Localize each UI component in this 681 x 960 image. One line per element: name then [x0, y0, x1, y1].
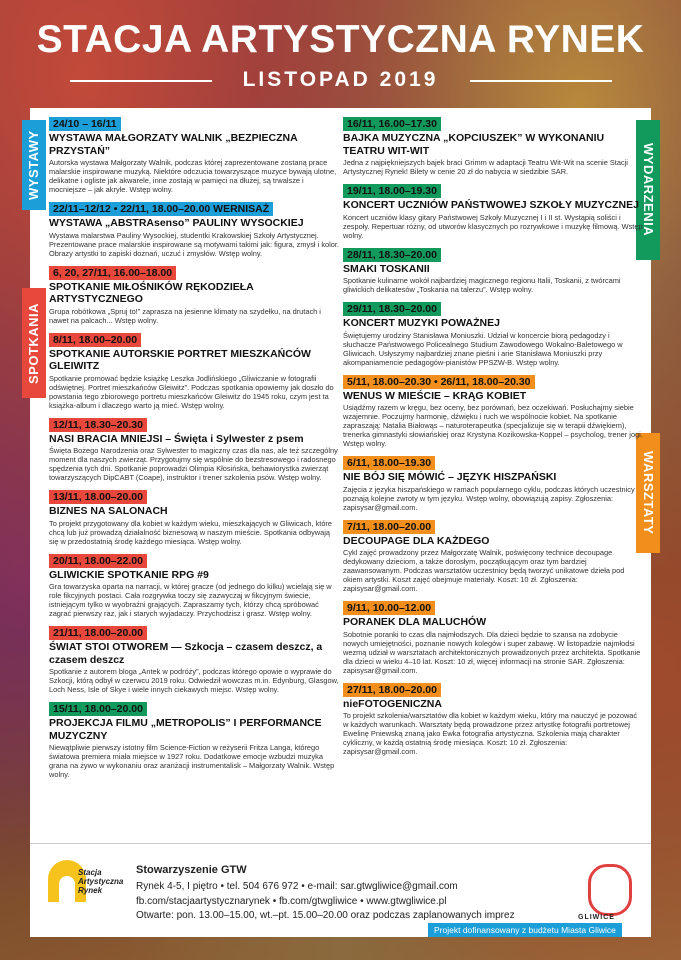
- event-title: WYSTAWA „ABSTRAsenso” PAULINY WYSOCKIEJ: [49, 217, 304, 229]
- event-item: [49, 263, 339, 325]
- event-date: 6/11, 18.00–19.30: [343, 456, 435, 470]
- event-title: BAJKA MUZYCZNA „KOPCIUSZEK” W WYKONANIU TEATRU WIT-WIT: [343, 132, 605, 157]
- event-date: 19/11, 18.00–19.30: [343, 184, 441, 198]
- event-desc: Gra towarzyska oparta na narracji, w której gracze (od jednego do kilku) wcielają się w role fikcyjnych postaci. Cała rozgrywka toczy się zazwyczaj w fikcyjnym świecie, istniejącym tylko w wyobraźni grających. Zapraszamy tych, którzy chcą spróbować zagrać pierwszy raz, jak i starych wyjadaczy. Przychodzisz i grasz. Wstęp wolny.: [49, 582, 332, 618]
- event-item: [49, 551, 339, 619]
- event-date: 5/11, 18.00–20.30 • 26/11, 18.00–20.30: [343, 375, 535, 389]
- page-subtitle: LISTOPAD 2019: [242, 68, 439, 91]
- event-item: [49, 330, 339, 410]
- event-desc: Usiądźmy razem w kręgu, bez oceny, bez porównań, bez oczekiwań. Posłuchajmy siebie wzajemnie. Poczujmy harmonię, dźwięku i ruch we wspólnocie kobiet. Na spotkanie zapraszają: Natalia Białowąs – naturoterapeutka (specjalizuje się w terapii dźwiękiem), trenerka gimnastyki słowiańskiej oraz Krystyna Kozikowska-Koppel – psycholog, trener jogi. Wstęp wolny.: [343, 403, 643, 448]
- event-title: WYSTAWA MAŁGORZATY WALNIK „BEZPIECZNA PRZYSTAŃ”: [49, 132, 298, 157]
- tag-wydarzenia: WYDARZENIA: [636, 120, 660, 260]
- event-date: 28/11, 18.30–20.00: [343, 248, 441, 262]
- event-date: 8/11, 18.00–20.00: [49, 333, 141, 347]
- tag-wystawy: WYSTAWY: [22, 120, 46, 210]
- event-desc: To projekt przygotowany dla kobiet w każdym wieku, mieszkających w Gliwicach, które chcą lub już prowadzą działalność biznesową w naszym mieście. Spotkania odbywają się w przedostatnią środę każdego miesiąca. Wstęp wolny.: [49, 518, 333, 546]
- right-column: [343, 114, 643, 761]
- event-date: 9/11, 10.00–12.00: [343, 601, 435, 615]
- event-desc: Cykl zajęć prowadzony przez Małgorzatę Walnik, poświęcony technice decoupage dedykowany dzieciom, a także dorosłym, początkującym oraz tym bardziej zaawansowanym. Podczas warsztatów uczestnicy będą tworzyć unikatowe dzieła pod okiem artystki. Koszt zajęć obejmuje materiały. Koszt: 10 zł. Zgłoszenia: zapisysar@gmail.com.: [343, 548, 625, 593]
- event-desc: Autorska wystawa Małgorzaty Walnik, podczas której zaprezentowane zostaną prace malarskie inspirowane muzyką. Niektóre odczucia towarzyszące muzyce bywają ulotne, delikatne i ogliste jak akwarele, inne zostają w pamięci na dłużej, są trwalsze i mocniejsze – jak akryle. Wstęp wolny.: [49, 158, 337, 194]
- event-title: ŚWIAT STOI OTWOREM — Szkocja – czasem deszcz, a czasem deszcz: [49, 641, 323, 666]
- event-item: [343, 517, 643, 594]
- event-desc: Święta Bożego Narodzenia oraz Sylwester to magiczny czas dla nas, ale też szczególny moment dla naszych zwierząt. Przygotujmy się wspólnie do bezstresowego i radosnego spędzenia tych dni. Spotkanie poprowadzi Olimpia Kłosińska, behawiorystka zwierząt towarzyszących DipCABT (Coape), instruktor i trener szkolenia psów. Wstęp wolny.: [49, 446, 338, 482]
- event-item: [343, 299, 643, 367]
- event-date: 22/11–12/12 • 22/11, 18.00–20.00 WERNISAŻ: [49, 202, 273, 216]
- event-title: SPOTKANIE AUTORSKIE PORTRET MIESZKAŃCÓW GLEIWITZ: [49, 347, 311, 372]
- event-desc: Świętujemy urodziny Stanisława Moniuszki. Udział w koncercie biorą pedagodzy i słuchacze Państwowego Policealnego Studium Zawodowego Wokalno-Baletowego w Gliwicach. Usłyszymy najbardziej znane pieśni i arie Stanisława Moniuszki przy akompaniamencie pedagogów-pianistów PPSZW-B. Wstęp wolny.: [343, 330, 623, 367]
- event-title: SPOTKANIE MIŁOŚNIKÓW RĘKODZIEŁA ARTYSTYCZNEGO: [49, 280, 254, 305]
- event-title: WENUS W MIEŚCIE – KRĄG KOBIET: [343, 389, 527, 402]
- event-desc: Grupa robótkowa „Spruj to!” zaprasza na jesienne klimaty na szydełku, na drutach i nawet na palcach... Wstęp wolny.: [49, 306, 321, 325]
- event-title: PROJEKCJA FILMU „METROPOLIS” I PERFORMANCE MUZYCZNY: [49, 717, 322, 742]
- event-desc: Spotkanie promować będzie książkę Leszka Jodlińskiego „Gliwiczanie w fotografii odświętnej. Portret mieszkańców Gleiwitz”. Podczas spotkania opowiemy jak doszło do powstania tego zbiorowego portretu mieszkańców Gleiwitz do 1945 roku, czym jest ta książka-album i dlaczego warto ją mieć. Wstęp wolny.: [49, 373, 334, 410]
- event-desc: Jedna z najpiękniejszych bajek braci Grimm w adaptacji Teatru Wit-Wit na scenie Stacji Artystycznej Rynek! Bilety w cenie 20 zł do nabycia w siedzibie SAR.: [343, 158, 628, 176]
- event-item: [343, 453, 643, 512]
- org-name: Stowarzyszenie GTW: [136, 864, 247, 876]
- event-date: 15/11, 18.00–20.00: [49, 702, 147, 716]
- tag-spotkania: SPOTKANIA: [22, 288, 46, 398]
- event-desc: Spotkanie kulinarne wokół najbardziej magicznego regionu Italii, Toskanii, z twórcami gliwickich delikatesów „Toskania na talerzu”. Wstęp wolny.: [343, 276, 621, 294]
- event-date: 6, 20, 27/11, 16.00–18.00: [49, 266, 176, 280]
- event-item: [343, 245, 643, 295]
- event-title: KONCERT MUZYKI POWAŻNEJ: [343, 317, 500, 329]
- event-date: 13/11, 18.00–20.00: [49, 490, 147, 504]
- event-title: GLIWICKIE SPOTKANIE RPG #9: [49, 568, 209, 581]
- event-item: [343, 372, 643, 449]
- event-desc: Sobotnie poranki to czas dla najmłodszych. Dla dzieci będzie to szansa na zdobycie nowych umiejętności, poznanie nowych kolegów i super zabawę. W listopadzie najmłodsi wezmą udział w warsztatach architektonicznych prowadzonych przez architekta. Spotkanie dla dzieci w wieku 4–10 lat. Koszt: 10 zł, więcej informacji na stronie SAR. Zgłoszenia: zapisysar@gmail.com.: [343, 629, 641, 675]
- event-date: 16/11, 16.00–17.30: [343, 117, 441, 131]
- event-title: BIZNES NA SALONACH: [49, 505, 168, 517]
- logo-text: Stacja Artystyczna Rynek: [78, 868, 124, 895]
- event-title: SMAKI TOSKANII: [343, 262, 430, 275]
- city-crest-icon: [588, 864, 632, 916]
- event-title: nieFOTOGENICZNA: [343, 697, 442, 710]
- program-panel: [26, 108, 656, 843]
- event-item: [49, 487, 339, 546]
- event-item: [49, 199, 339, 258]
- event-desc: Wystawa malarstwa Pauliny Wysockiej, studentki Krakowskiej Szkoły Artystycznej. Prezentowane prace malarskie inspirowane są motywami takimi jak: figura, zmysł i kolor. Obrazy artystki to zapiski doznań, uczuć i zmysłów. Wstęp wolny.: [49, 230, 339, 258]
- page-title: STACJA ARTYSTYCZNA RYNEK: [36, 18, 645, 61]
- event-title: KONCERT UCZNIÓW PAŃSTWOWEJ SZKOŁY MUZYCZNEJ: [343, 199, 639, 211]
- event-desc: To projekt szkolenia/warsztatów dla kobiet w każdym wieku, który ma nauczyć je pozować w każdych warunkach. Warsztaty będą prowadzone przez artystkę fotografii portretowej Ewelinę Pniewską znaną jako Ewka fotografia artystyczna. Szkolenia mają charakter cykliczny, w każdą ostatnią środę miesiąca. Koszt: 10 zł. Zgłoszenia: zapisysar@gmail.com.: [343, 711, 638, 756]
- hours-line: Otwarte: pon. 13.00–15.00, wt.–pt. 15.00–20.00 oraz podczas zaplanowanych imprez: [136, 910, 515, 921]
- event-date: 21/11, 18.00–20.00: [49, 626, 147, 640]
- event-date: 27/11, 18.00–20.00: [343, 683, 441, 697]
- event-title: DECOUPAGE DLA KAŻDEGO: [343, 534, 490, 547]
- left-column: [49, 114, 339, 784]
- divider-right: [470, 80, 612, 82]
- event-date: 24/10 – 16/11: [49, 117, 121, 131]
- footer: [30, 843, 651, 937]
- city-name: GLIWICE: [578, 914, 615, 921]
- links-line[interactable]: fb.com/stacjaartystycznarynek • fb.com/gtwgliwice • www.gtwgliwice.pl: [136, 896, 447, 907]
- event-desc: Spotkanie z autorem bloga „Antek w podróży”, podczas którego opowie o wyprawie do Szkocji, którą odbył w czerwcu 2019 roku. Odwiedził wowczas m.in. Edynburg, Glasgow, Loch Ness, Isle of Skye i wiele innych ciekawych miejsc. Wstęp wolny.: [49, 667, 339, 694]
- event-desc: Zajęcia z języka hiszpańskiego w ramach popularnego cyklu, podczas których uczestnicy poznają kolejne zwroty w tym języku. Wstęp wolny, obowiązują zapisy. Zgłoszenia: zapisysar@gmail.com.: [343, 484, 635, 512]
- event-date: 12/11, 18.30–20.30: [49, 418, 147, 432]
- event-desc: Niewątpliwie pierwszy istotny film Science-Fiction w reżyserii Fritza Langa, którego światowa premiera miała miejsce w 1927 roku. Dodatkowe emocje wzbudzi muzyka grana na żywo w wykonaniu oraz aranżacji instrumentalisk – Małgorzaty Walnik. Wstęp wolny.: [49, 743, 335, 779]
- funding-badge: Projekt dofinansowany z budżetu Miasta Gliwice: [428, 923, 622, 937]
- event-desc: Koncert uczniów klasy gitary Państwowej Szkoły Muzycznej I i II st. Wystąpią soliści i zespoły. Repertuar różny, od utworów klasycznych po rozrywkowe i muzykę filmową. Wstęp wolny.: [343, 212, 643, 240]
- event-date: 29/11, 18.30–20.00: [343, 302, 441, 316]
- event-item: [343, 680, 643, 757]
- event-item: [343, 181, 643, 240]
- event-item: [343, 598, 643, 675]
- tag-warsztaty: WARSZTATY: [636, 433, 660, 553]
- contact-line[interactable]: Rynek 4-5, I piętro • tel. 504 676 972 • e-mail: sar.gtwgliwice@gmail.com: [136, 881, 458, 892]
- event-item: [49, 415, 339, 483]
- event-item: [49, 623, 339, 694]
- event-item: [343, 114, 643, 176]
- event-date: 20/11, 18.00–22.00: [49, 554, 147, 568]
- event-item: [49, 114, 339, 194]
- event-title: PORANEK DLA MALUCHÓW: [343, 616, 487, 628]
- event-title: NIE BÓJ SIĘ MÓWIĆ – JĘZYK HISZPAŃSKI: [343, 471, 557, 483]
- event-date: 7/11, 18.00–20.00: [343, 520, 435, 534]
- event-item: [49, 699, 339, 779]
- event-title: NASI BRACIA MNIEJSI – Święta i Sylwester z psem: [49, 432, 304, 445]
